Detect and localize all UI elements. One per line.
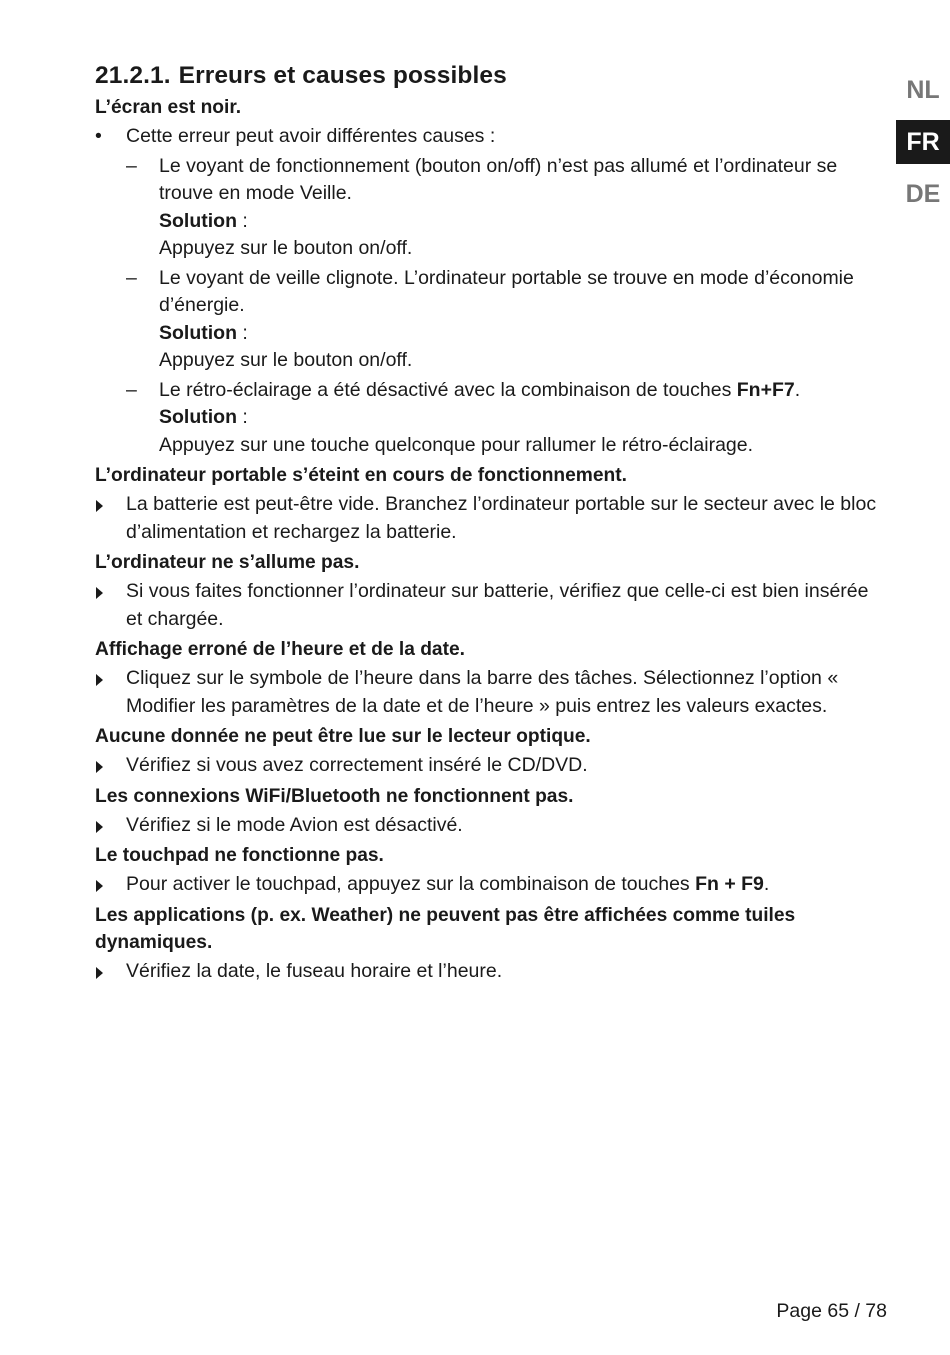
page-number: Page 65 / 78 xyxy=(776,1300,887,1322)
problem-heading-time-date: Affichage erroné de l’heure et de la date. xyxy=(95,639,465,660)
section-number: 21.2.1. xyxy=(95,62,171,89)
problem-heading-touchpad: Le touchpad ne fonctionne pas. xyxy=(95,845,384,866)
cause-item-text-end: . xyxy=(794,378,801,401)
solution-label: Solution xyxy=(159,209,237,232)
solution-item-text-end: . xyxy=(763,873,770,895)
solution-item xyxy=(95,871,885,899)
language-tab-de[interactable]: DE xyxy=(905,179,941,208)
cause-item-text: Le voyant de veille clignote. L’ordinateur portable se trouve en mode d’économie d’énergie. xyxy=(159,266,854,316)
solution-text: Appuyez sur une touche quelconque pour rallumer le rétro-éclairage. xyxy=(159,433,754,456)
solution-item xyxy=(95,752,885,780)
cause-bullet-text: Cette erreur peut avoir différentes causes : xyxy=(126,125,496,147)
language-tabs xyxy=(896,68,950,224)
key-combination: Fn + F9 xyxy=(695,873,764,895)
bullet-dot-icon: • xyxy=(95,125,102,147)
solution-item xyxy=(95,578,885,633)
arrow-right-icon xyxy=(96,587,103,599)
dash-icon: – xyxy=(126,266,137,289)
solution-item xyxy=(95,665,885,720)
solution-item-text: Pour activer le touchpad, appuyez sur la combinaison de touches xyxy=(126,873,696,895)
problem-heading-black-screen: L’écran est noir. xyxy=(95,97,242,118)
language-tab-nl[interactable]: NL xyxy=(906,75,940,104)
solution-colon: : xyxy=(236,321,248,344)
solution-label: Solution xyxy=(159,321,237,344)
arrow-right-icon xyxy=(96,821,103,833)
solution-item-text: La batterie est peut-être vide. Branchez l’ordinateur portable sur le secteur avec le bloc d’alimentation et rechargez la batterie. xyxy=(126,493,877,543)
solution-text: Appuyez sur le bouton on/off. xyxy=(159,237,413,259)
arrow-right-icon xyxy=(96,967,103,979)
solution-colon: : xyxy=(236,209,248,232)
problem-heading-shutdown: L’ordinateur portable s’éteint en cours de fonctionnement. xyxy=(95,465,627,486)
solution-item-text: Vérifiez la date, le fuseau horaire et l’heure. xyxy=(126,959,503,982)
problem-heading-no-power-on: L’ordinateur ne s’allume pas. xyxy=(95,552,360,573)
problem-heading-wifi-bluetooth: Les connexions WiFi/Bluetooth ne fonctionnent pas. xyxy=(95,785,574,807)
problem-heading-optical-drive: Aucune donnée ne peut être lue sur le lecteur optique. xyxy=(95,726,591,747)
arrow-right-icon xyxy=(96,500,103,512)
cause-item-3 xyxy=(95,377,885,460)
cause-item-1 xyxy=(95,153,885,263)
arrow-right-icon xyxy=(96,674,103,686)
arrow-right-icon xyxy=(96,761,103,773)
page-content xyxy=(95,62,885,985)
section-title-text: Erreurs et causes possibles xyxy=(178,62,507,89)
solution-item-text: Vérifiez si vous avez correctement inséré le CD/DVD. xyxy=(126,754,588,776)
solution-text: Appuyez sur le bouton on/off. xyxy=(159,349,413,371)
dash-icon: – xyxy=(126,154,137,177)
solution-item-text: Vérifiez si le mode Avion est désactivé. xyxy=(126,813,463,836)
problem-heading-live-tiles: Les applications (p. ex. Weather) ne peuvent pas être affichées comme tuiles dynamiques. xyxy=(95,904,796,953)
cause-item-2 xyxy=(95,265,885,375)
solution-item xyxy=(95,958,885,986)
language-tab-fr[interactable]: FR xyxy=(896,120,950,164)
arrow-right-icon xyxy=(96,880,103,892)
solution-label: Solution xyxy=(159,406,237,428)
solution-item-text: Si vous faites fonctionner l’ordinateur sur batterie, vérifiez que celle-ci est bien insérée et chargée. xyxy=(126,580,869,630)
cause-bullet xyxy=(95,123,885,151)
solution-item-text: Cliquez sur le symbole de l’heure dans la barre des tâches. Sélectionnez l’option « Modifier les paramètres de la date et de l’heure » puis entrez les valeurs exactes. xyxy=(126,667,839,717)
solution-item xyxy=(95,491,885,546)
cause-item-text: Le voyant de fonctionnement (bouton on/off) n’est pas allumé et l’ordinateur se trouve en mode Veille. xyxy=(159,154,838,204)
cause-item-text: Le rétro-éclairage a été désactivé avec la combinaison de touches xyxy=(159,378,737,401)
section-title xyxy=(95,62,885,90)
solution-colon: : xyxy=(236,406,248,428)
key-combination: Fn+F7 xyxy=(736,378,795,401)
dash-icon: – xyxy=(126,378,137,401)
solution-item xyxy=(95,812,885,840)
